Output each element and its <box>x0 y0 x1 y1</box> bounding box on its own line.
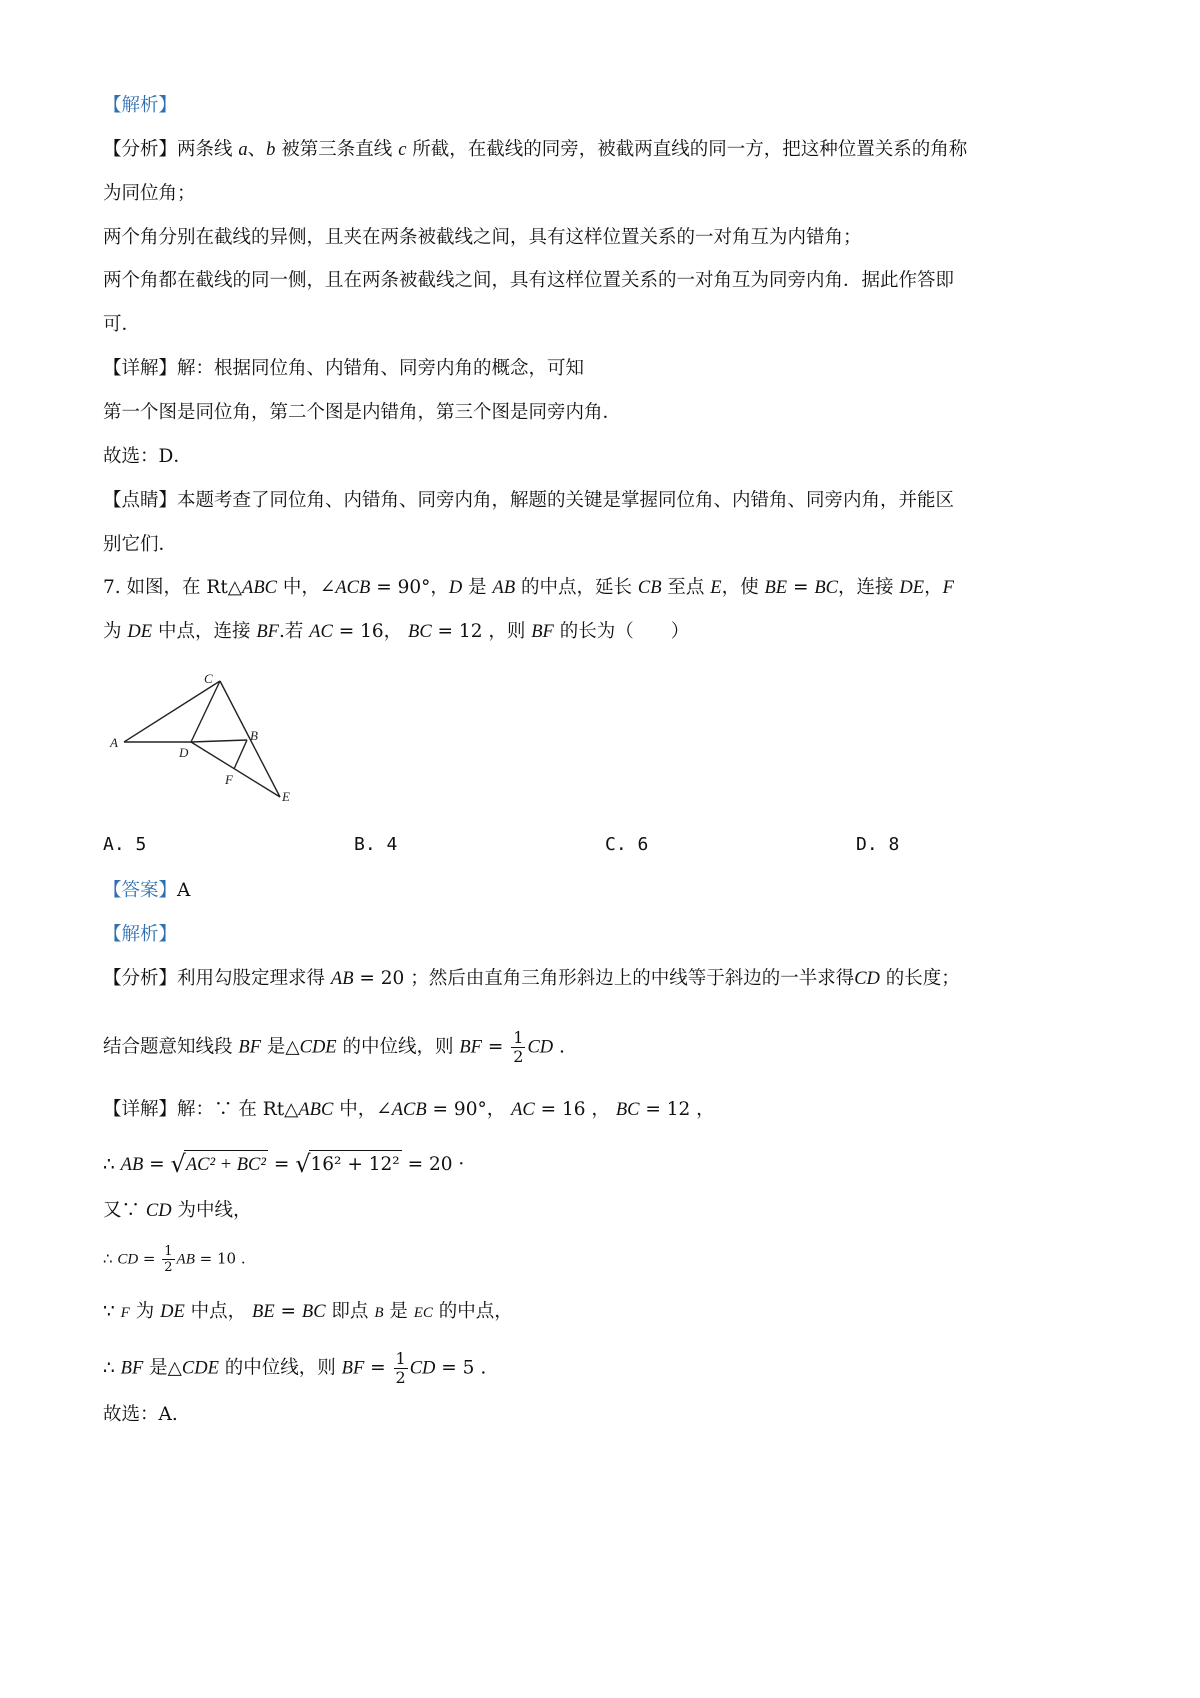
label-D: D <box>179 745 189 760</box>
label-B: B <box>250 728 258 743</box>
guxuan-line-1: 故选：D． <box>103 446 192 467</box>
answer-value: A <box>177 880 191 901</box>
jiexi-heading <box>103 92 177 120</box>
xiangjie-line-2: 第一个图是同位角，第二个图是内错角，第三个图是同旁内角． <box>103 402 622 423</box>
question-line-2: 为 DE 中点，连接 BF.若 AC = 16， BC = 12 ，则 BF 的长为（ ） <box>103 621 690 642</box>
segment-DE <box>191 742 280 797</box>
fenxi-line-2: 为同位角； <box>103 183 196 204</box>
xiangjie-tag: 【详解】 <box>103 358 178 379</box>
question-line-1: 7. 如图，在 Rt△ABC 中，∠ACB = 90°，D 是 AB 的中点，延长 CB 至点 E，使 BE = BC，连接 DE，F <box>103 577 954 598</box>
answer-tag: 【答案】 <box>103 880 178 901</box>
option-c: C. 6 <box>605 834 649 855</box>
xiangjie2-line-6: ∴ BF 是△CDE 的中位线，则 BF = $\frac{1}{2}$ CD = 5 . <box>103 1349 487 1387</box>
label-E: E <box>282 789 290 804</box>
xiangjie2-line-5: ∵ F 为 DE 中点， BE = BC 即点 B 是 EC 的中点， <box>103 1301 513 1322</box>
fraction-one-half: $\frac{1}{2}$ <box>164 1244 173 1275</box>
fenxi2-line-1: 【分析】利用勾股定理求得 AB = 20 ；然后由直角三角形斜边上的中线等于斜边的一半求得CD 的长度； <box>103 968 960 989</box>
option-a: A. 5 <box>103 834 147 855</box>
xiangjie-line-1: 【详解】解：根据同位角、内错角、同旁内角的概念，可知 <box>103 358 585 379</box>
triangle-figure <box>108 665 308 805</box>
label-A: A <box>110 735 118 750</box>
label-F: F <box>225 772 233 787</box>
segment-DB <box>191 740 247 742</box>
dianjing-line-1: 【点睛】本题考查了同位角、内错角、同旁内角，解题的关键是掌握同位角、内错角、同旁内角，并能区 <box>103 490 955 511</box>
jiexi-tag-2: 【解析】 <box>103 924 178 945</box>
xiangjie2-line-2: ∴ AB = √AC² + BC² = √16² + 12² = 20 · <box>103 1150 465 1178</box>
xiangjie2-line-4: ∴ CD = $\frac{1}{2}$ AB = 10 . <box>103 1244 246 1275</box>
option-d: D. 8 <box>856 834 900 855</box>
fraction-one-half: $\frac{1}{2}$ <box>395 1349 406 1387</box>
guxuan-line-2: 故选：A. <box>103 1404 178 1425</box>
option-b: B. 4 <box>354 834 398 855</box>
dianjing-line-2: 别它们． <box>103 534 178 555</box>
xiangjie2-line-1: 【详解】解：∵ 在 Rt△ABC 中，∠ACB = 90°， AC = 16 ， BC = 12 ， <box>103 1099 715 1120</box>
fenxi-line-5: 可． <box>103 314 141 335</box>
fenxi-line-3: 两个角分别在截线的异侧，且夹在两条被截线之间，具有这样位置关系的一对角互为内错角； <box>103 227 862 248</box>
fenxi2-line-2: 结合题意知线段 BF 是△CDE 的中位线，则 BF = $\frac{1}{2}$ CD . <box>103 1028 565 1066</box>
dianjing-tag: 【点睛】 <box>103 490 178 511</box>
segment-BF <box>234 740 247 769</box>
sqrt-icon: √ <box>295 1150 311 1178</box>
fenxi-tag: 【分析】 <box>103 139 178 160</box>
sqrt-icon: √ <box>170 1150 186 1178</box>
jiexi-heading-2 <box>103 921 177 949</box>
fenxi-line-1: 【分析】两条线 a、b 被第三条直线 c 所截，在截线的同旁，被截两直线的同一方，把这种位置关系的角称 <box>103 139 968 160</box>
jiexi-tag: 【解析】 <box>103 95 178 116</box>
xiangjie2-line-3: 又∵ CD 为中线， <box>103 1200 252 1221</box>
fraction-one-half: $\frac{1}{2}$ <box>513 1028 524 1066</box>
label-C: C <box>204 671 213 686</box>
answer-line <box>103 877 190 905</box>
fenxi-line-4: 两个角都在截线的同一侧，且在两条被截线之间，具有这样位置关系的一对角互为同旁内角．据此作答即 <box>103 270 955 291</box>
